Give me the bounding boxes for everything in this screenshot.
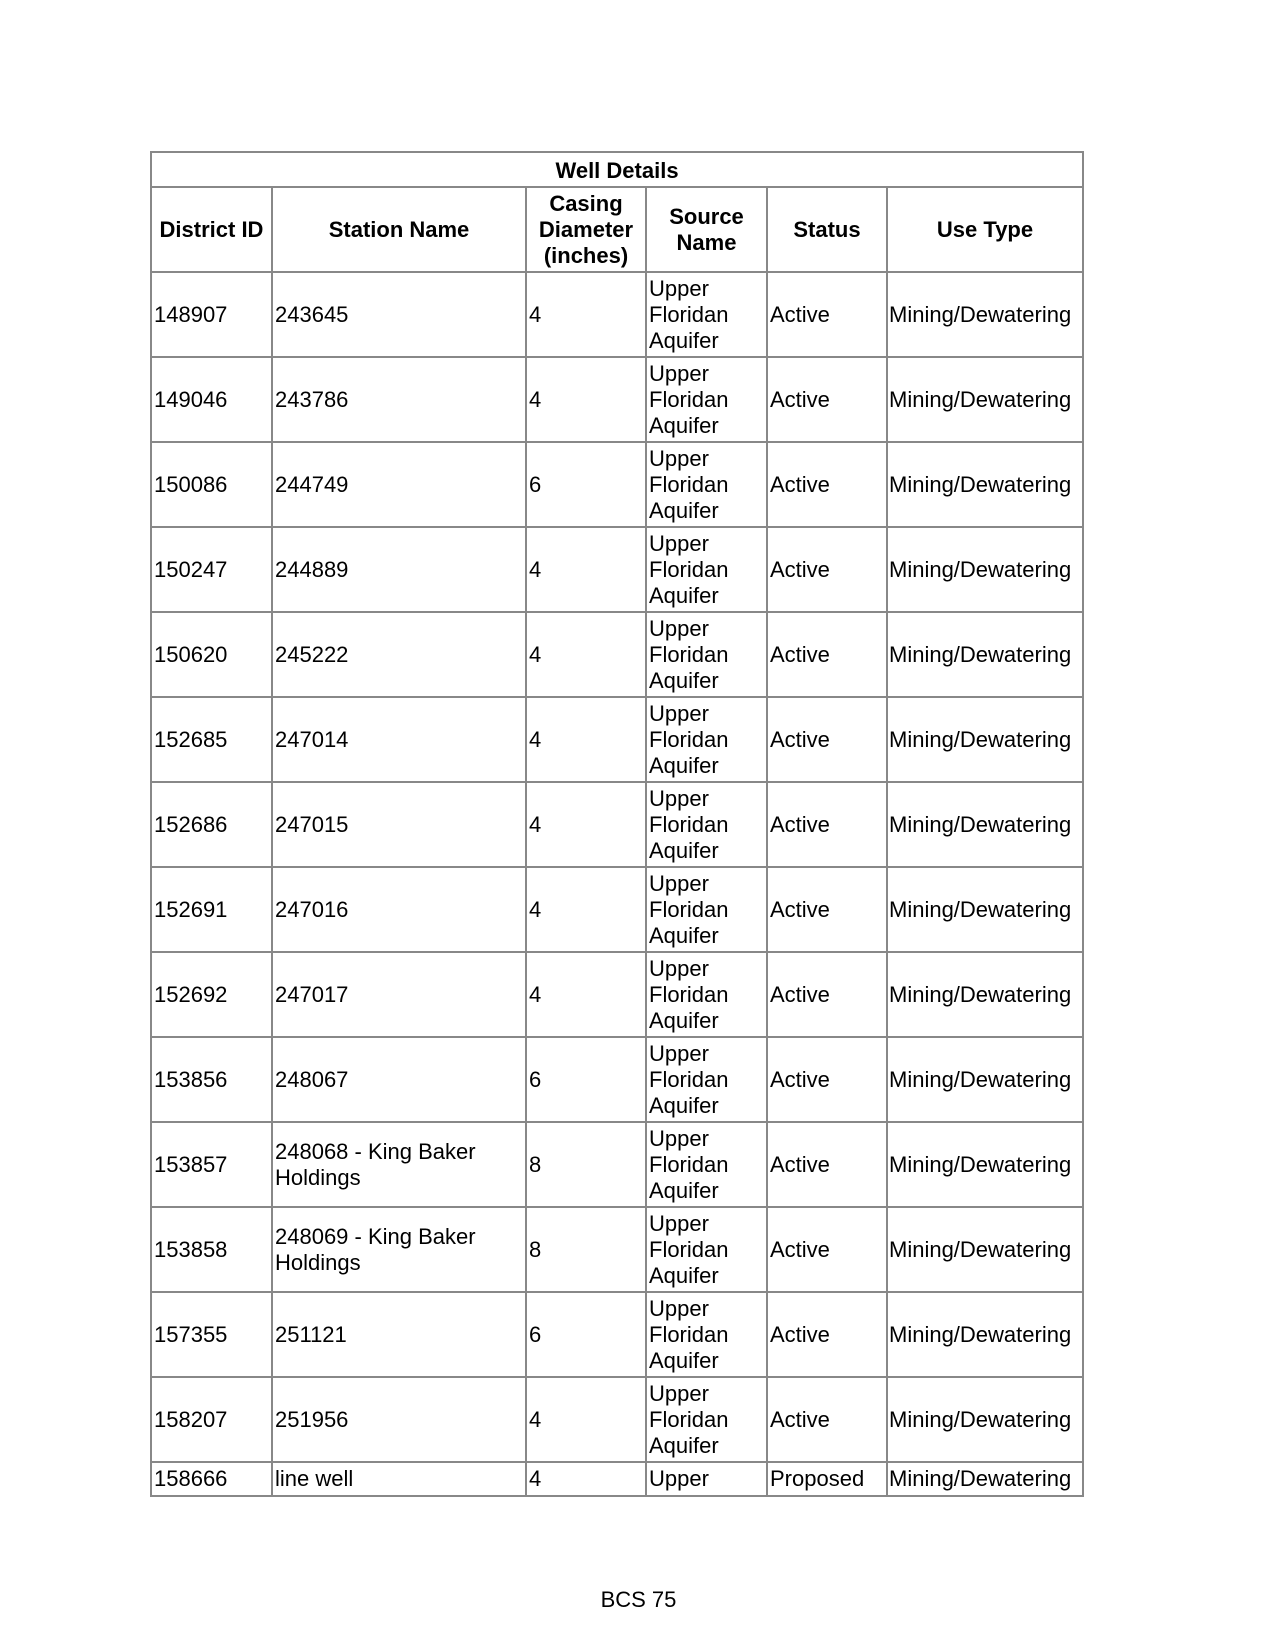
table-title: Well Details (151, 152, 1083, 187)
cell-station-name: 244889 (272, 527, 526, 612)
cell-casing-diameter: 4 (526, 527, 646, 612)
cell-use-type: Mining/Dewatering (887, 357, 1083, 442)
table-row (151, 1207, 1083, 1292)
cell-district-id: 152692 (151, 952, 272, 1037)
cell-district-id: 153857 (151, 1122, 272, 1207)
cell-status: Active (767, 867, 887, 952)
cell-use-type: Mining/Dewatering (887, 1037, 1083, 1122)
cell-use-type: Mining/Dewatering (887, 1377, 1083, 1462)
cell-casing-diameter: 6 (526, 1037, 646, 1122)
cell-district-id: 150086 (151, 442, 272, 527)
cell-station-name: 247014 (272, 697, 526, 782)
cell-district-id: 148907 (151, 272, 272, 357)
cell-status: Active (767, 1292, 887, 1377)
table-row (151, 1462, 1083, 1496)
table-row (151, 867, 1083, 952)
cell-district-id: 153858 (151, 1207, 272, 1292)
cell-district-id: 152686 (151, 782, 272, 867)
cell-casing-diameter: 4 (526, 867, 646, 952)
cell-casing-diameter: 8 (526, 1122, 646, 1207)
cell-station-name: line well (272, 1462, 526, 1496)
cell-use-type: Mining/Dewatering (887, 1462, 1083, 1496)
header-casing-diameter: Casing Diameter (inches) (526, 187, 646, 272)
cell-use-type: Mining/Dewatering (887, 1292, 1083, 1377)
table-title-row (151, 152, 1083, 187)
cell-casing-diameter: 6 (526, 442, 646, 527)
cell-casing-diameter: 4 (526, 952, 646, 1037)
cell-station-name: 243645 (272, 272, 526, 357)
cell-source-name: Upper Floridan Aquifer (646, 867, 767, 952)
cell-source-name: Upper Floridan Aquifer (646, 612, 767, 697)
cell-station-name: 247016 (272, 867, 526, 952)
cell-source-name: Upper Floridan Aquifer (646, 1122, 767, 1207)
header-station-name: Station Name (272, 187, 526, 272)
cell-station-name: 248069 - King Baker Holdings (272, 1207, 526, 1292)
header-status: Status (767, 187, 887, 272)
cell-status: Active (767, 357, 887, 442)
page-number-label: BCS 75 (600, 1587, 677, 1612)
cell-status: Active (767, 527, 887, 612)
cell-station-name: 243786 (272, 357, 526, 442)
cell-status: Active (767, 1037, 887, 1122)
header-source-name: Source Name (646, 187, 767, 272)
cell-source-name: Upper Floridan Aquifer (646, 272, 767, 357)
table-row (151, 357, 1083, 442)
cell-casing-diameter: 4 (526, 1462, 646, 1496)
cell-casing-diameter: 4 (526, 1377, 646, 1462)
cell-status: Active (767, 442, 887, 527)
cell-district-id: 157355 (151, 1292, 272, 1377)
cell-use-type: Mining/Dewatering (887, 867, 1083, 952)
cell-source-name: Upper Floridan Aquifer (646, 357, 767, 442)
header-use-type: Use Type (887, 187, 1083, 272)
cell-station-name: 248068 - King Baker Holdings (272, 1122, 526, 1207)
cell-casing-diameter: 4 (526, 697, 646, 782)
cell-casing-diameter: 4 (526, 612, 646, 697)
cell-casing-diameter: 4 (526, 272, 646, 357)
cell-source-name: Upper (646, 1462, 767, 1496)
cell-source-name: Upper Floridan Aquifer (646, 1037, 767, 1122)
cell-station-name: 248067 (272, 1037, 526, 1122)
cell-status: Active (767, 952, 887, 1037)
well-details-table (150, 151, 1084, 1497)
cell-use-type: Mining/Dewatering (887, 442, 1083, 527)
cell-source-name: Upper Floridan Aquifer (646, 1207, 767, 1292)
cell-source-name: Upper Floridan Aquifer (646, 697, 767, 782)
cell-district-id: 149046 (151, 357, 272, 442)
cell-source-name: Upper Floridan Aquifer (646, 1377, 767, 1462)
table-row (151, 527, 1083, 612)
table-row (151, 697, 1083, 782)
table-row (151, 952, 1083, 1037)
cell-district-id: 150247 (151, 527, 272, 612)
cell-station-name: 244749 (272, 442, 526, 527)
table-row (151, 612, 1083, 697)
cell-source-name: Upper Floridan Aquifer (646, 952, 767, 1037)
cell-casing-diameter: 8 (526, 1207, 646, 1292)
cell-district-id: 150620 (151, 612, 272, 697)
cell-use-type: Mining/Dewatering (887, 697, 1083, 782)
cell-status: Active (767, 1122, 887, 1207)
cell-source-name: Upper Floridan Aquifer (646, 442, 767, 527)
cell-use-type: Mining/Dewatering (887, 1207, 1083, 1292)
table-row (151, 782, 1083, 867)
cell-casing-diameter: 4 (526, 357, 646, 442)
cell-station-name: 247017 (272, 952, 526, 1037)
table-row (151, 1122, 1083, 1207)
cell-district-id: 152685 (151, 697, 272, 782)
cell-district-id: 158666 (151, 1462, 272, 1496)
table-row (151, 1037, 1083, 1122)
cell-casing-diameter: 4 (526, 782, 646, 867)
cell-source-name: Upper Floridan Aquifer (646, 782, 767, 867)
table-row (151, 1377, 1083, 1462)
cell-status: Active (767, 272, 887, 357)
cell-use-type: Mining/Dewatering (887, 272, 1083, 357)
cell-status: Active (767, 1377, 887, 1462)
cell-use-type: Mining/Dewatering (887, 782, 1083, 867)
cell-station-name: 247015 (272, 782, 526, 867)
header-district-id: District ID (151, 187, 272, 272)
cell-source-name: Upper Floridan Aquifer (646, 1292, 767, 1377)
cell-use-type: Mining/Dewatering (887, 1122, 1083, 1207)
cell-status: Active (767, 697, 887, 782)
table-row (151, 1292, 1083, 1377)
cell-district-id: 153856 (151, 1037, 272, 1122)
cell-source-name: Upper Floridan Aquifer (646, 527, 767, 612)
cell-station-name: 251121 (272, 1292, 526, 1377)
cell-district-id: 158207 (151, 1377, 272, 1462)
cell-use-type: Mining/Dewatering (887, 527, 1083, 612)
cell-status: Active (767, 1207, 887, 1292)
cell-casing-diameter: 6 (526, 1292, 646, 1377)
page-footer (0, 1587, 1275, 1613)
cell-station-name: 245222 (272, 612, 526, 697)
cell-status: Active (767, 782, 887, 867)
cell-status: Proposed (767, 1462, 887, 1496)
cell-use-type: Mining/Dewatering (887, 952, 1083, 1037)
table-row (151, 442, 1083, 527)
cell-station-name: 251956 (272, 1377, 526, 1462)
table-header-row (151, 187, 1083, 272)
table-row (151, 272, 1083, 357)
cell-use-type: Mining/Dewatering (887, 612, 1083, 697)
cell-district-id: 152691 (151, 867, 272, 952)
cell-status: Active (767, 612, 887, 697)
